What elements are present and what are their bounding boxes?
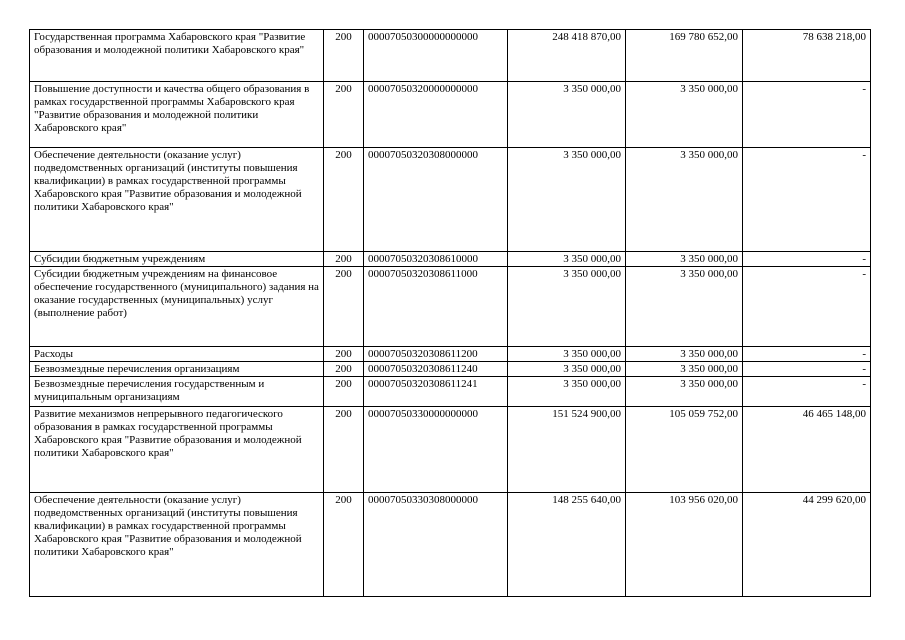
table-row [30, 148, 871, 252]
table-row [30, 362, 871, 377]
executed-amount-cell: 3 350 000,00 [626, 362, 743, 377]
expense-name-cell: Повышение доступности и качества общего образования в рамках государственной программы Хабаровского края "Развитие образования и молодежной политики Хабаровского края" [30, 82, 324, 148]
unexecuted-amount-cell: 78 638 218,00 [743, 30, 871, 82]
approved-amount-cell: 3 350 000,00 [508, 148, 626, 252]
expense-name-cell: Развитие механизмов непрерывного педагогического образования в рамках государственной программы Хабаровского края "Развитие образования и молодежной политики Хабаровского края" [30, 407, 324, 493]
executed-amount-cell: 169 780 652,00 [626, 30, 743, 82]
expense-name-cell: Обеспечение деятельности (оказание услуг) подведомственных организаций (институты повышения квалификации) в рамках государственной программы Хабаровского края "Развитие образования и молодежной политики Хабаровского края" [30, 148, 324, 252]
executed-amount-cell: 105 059 752,00 [626, 407, 743, 493]
executed-amount-cell: 103 956 020,00 [626, 493, 743, 597]
unexecuted-amount-cell: - [743, 82, 871, 148]
classification-code-cell: 00007050320308611000 [364, 267, 508, 347]
expense-name-cell: Безвозмездные перечисления государственным и муниципальным организациям [30, 377, 324, 407]
line-code-cell: 200 [324, 407, 364, 493]
classification-code-cell: 00007050330000000000 [364, 407, 508, 493]
table-row [30, 267, 871, 347]
classification-code-cell: 00007050320308000000 [364, 148, 508, 252]
approved-amount-cell: 3 350 000,00 [508, 267, 626, 347]
line-code-cell: 200 [324, 493, 364, 597]
line-code-cell: 200 [324, 82, 364, 148]
executed-amount-cell: 3 350 000,00 [626, 82, 743, 148]
expense-name-cell: Расходы [30, 347, 324, 362]
table-row [30, 377, 871, 407]
classification-code-cell: 00007050320308610000 [364, 252, 508, 267]
classification-code-cell: 00007050320308611241 [364, 377, 508, 407]
table-row [30, 82, 871, 148]
unexecuted-amount-cell: - [743, 377, 871, 407]
unexecuted-amount-cell: - [743, 362, 871, 377]
unexecuted-amount-cell: - [743, 267, 871, 347]
line-code-cell: 200 [324, 267, 364, 347]
expense-name-cell: Государственная программа Хабаровского края "Развитие образования и молодежной политики Хабаровского края" [30, 30, 324, 82]
executed-amount-cell: 3 350 000,00 [626, 347, 743, 362]
approved-amount-cell: 3 350 000,00 [508, 347, 626, 362]
unexecuted-amount-cell: - [743, 148, 871, 252]
budget-table [29, 29, 871, 597]
approved-amount-cell: 151 524 900,00 [508, 407, 626, 493]
table-row [30, 347, 871, 362]
expense-name-cell: Субсидии бюджетным учреждениям [30, 252, 324, 267]
executed-amount-cell: 3 350 000,00 [626, 377, 743, 407]
expense-name-cell: Безвозмездные перечисления организациям [30, 362, 324, 377]
executed-amount-cell: 3 350 000,00 [626, 267, 743, 347]
table-row [30, 407, 871, 493]
unexecuted-amount-cell: - [743, 252, 871, 267]
line-code-cell: 200 [324, 252, 364, 267]
line-code-cell: 200 [324, 148, 364, 252]
expense-name-cell: Субсидии бюджетным учреждениям на финансовое обеспечение государственного (муниципального) задания на оказание государственных (муниципальных) услуг (выполнение работ) [30, 267, 324, 347]
approved-amount-cell: 3 350 000,00 [508, 82, 626, 148]
unexecuted-amount-cell: 46 465 148,00 [743, 407, 871, 493]
classification-code-cell: 00007050320308611240 [364, 362, 508, 377]
unexecuted-amount-cell: 44 299 620,00 [743, 493, 871, 597]
line-code-cell: 200 [324, 30, 364, 82]
classification-code-cell: 00007050330308000000 [364, 493, 508, 597]
line-code-cell: 200 [324, 377, 364, 407]
approved-amount-cell: 3 350 000,00 [508, 252, 626, 267]
table-row [30, 30, 871, 82]
approved-amount-cell: 148 255 640,00 [508, 493, 626, 597]
unexecuted-amount-cell: - [743, 347, 871, 362]
executed-amount-cell: 3 350 000,00 [626, 148, 743, 252]
expense-name-cell: Обеспечение деятельности (оказание услуг) подведомственных организаций (институты повышения квалификации) в рамках государственной программы Хабаровского края "Развитие образования и молодежной политики Хабаровского края" [30, 493, 324, 597]
table-row [30, 252, 871, 267]
classification-code-cell: 00007050320308611200 [364, 347, 508, 362]
approved-amount-cell: 248 418 870,00 [508, 30, 626, 82]
table-row [30, 493, 871, 597]
classification-code-cell: 00007050300000000000 [364, 30, 508, 82]
classification-code-cell: 00007050320000000000 [364, 82, 508, 148]
approved-amount-cell: 3 350 000,00 [508, 377, 626, 407]
executed-amount-cell: 3 350 000,00 [626, 252, 743, 267]
approved-amount-cell: 3 350 000,00 [508, 362, 626, 377]
line-code-cell: 200 [324, 347, 364, 362]
line-code-cell: 200 [324, 362, 364, 377]
